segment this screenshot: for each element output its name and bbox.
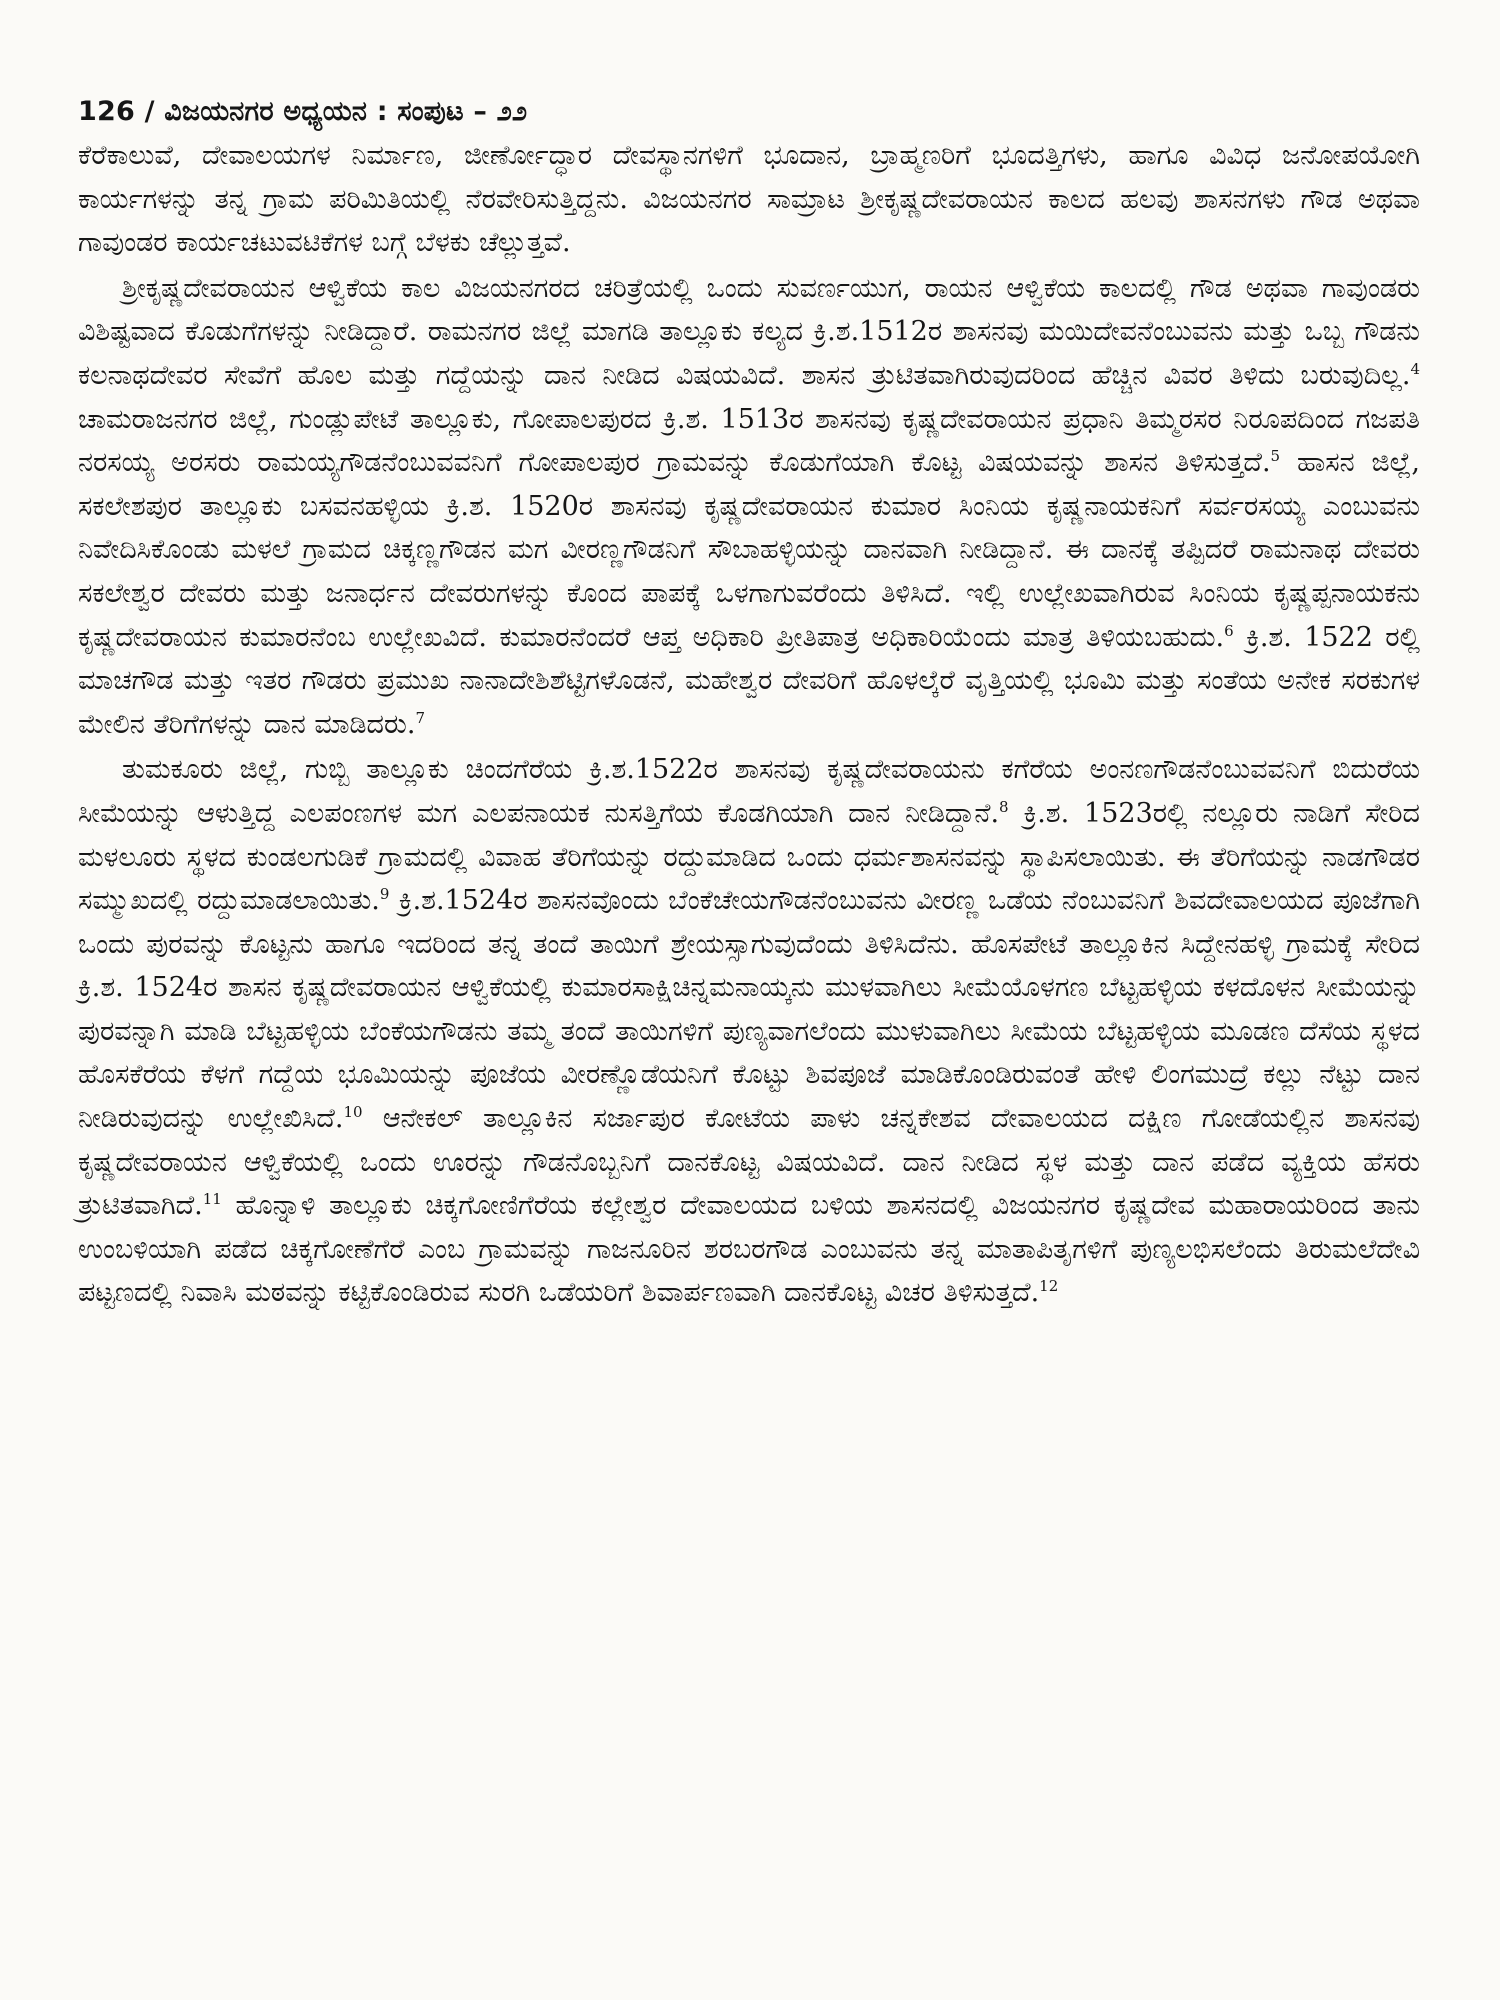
footnote-marker: 4	[1410, 359, 1420, 378]
running-title: ವಿಜಯನಗರ ಅಧ್ಯಯನ : ಸಂಪುಟ – ೨೨	[164, 96, 528, 127]
footnote-marker: 9	[379, 885, 390, 904]
footnote-marker: 10	[343, 1103, 363, 1122]
text-segment: ತುಮಕೂರು ಜಿಲ್ಲೆ, ಗುಬ್ಬಿ ತಾಲ್ಲೂಕು ಚಿಂದಗೆರೆಯ ಕ್ರಿ.ಶ.1522ರ ಶಾಸನವು ಕೃಷ್ಣದೇವರಾಯನು ಕಗೆರೆಯ ಅಂನಣಗೌಡನೆಂಬುವವನಿಗೆ ಬಿದುರೆಯ ಸೀಮೆಯನ್ನು ಆಳುತ್ತಿದ್ದ ಎಲಪಂಣಗಳ ಮಗ ಎಲಪನಾಯಕ ನುಸತ್ತಿಗೆಯ ಕೊಡಗಿಯಾಗಿ ದಾನ ನೀಡಿದ್ದಾನೆ.	[78, 754, 1420, 829]
text-segment: ಹಾಸನ ಜಿಲ್ಲೆ, ಸಕಲೇಶಪುರ ತಾಲ್ಲೂಕು ಬಸವನಹಳ್ಳಿಯ ಕ್ರಿ.ಶ. 1520ರ ಶಾಸನವು ಕೃಷ್ಣದೇವರಾಯನ ಕುಮಾರ ಸಿಂನಿಯ ಕೃಷ್ಣನಾಯಕನಿಗೆ ಸರ್ವರಸಯ್ಯ ಎಂಬುವನು ನಿವೇದಿಸಿಕೊಂಡು ಮಳಲೆ ಗ್ರಾಮದ ಚಿಕ್ಕಣ್ಣಗೌಡನ ಮಗ ವೀರಣ್ಣಗೌಡನಿಗೆ ಸೌಬಾಹಳ್ಳಿಯನ್ನು ದಾನವಾಗಿ ನೀಡಿದ್ದಾನೆ. ಈ ದಾನಕ್ಕೆ ತಪ್ಪಿದರೆ ರಾಮನಾಥ ದೇವರು ಸಕಲೇಶ್ವರ ದೇವರು ಮತ್ತು ಜನಾರ್ಧನ ದೇವರುಗಳನ್ನು ಕೊಂದ ಪಾಪಕ್ಕೆ ಒಳಗಾಗುವರೆಂದು ತಿಳಿಸಿದೆ. ಇಲ್ಲಿ ಉಲ್ಲೇಖವಾಗಿರುವ ಸಿಂನಿಯ ಕೃಷ್ಣಪ್ಪನಾಯಕನು ಕೃಷ್ಣದೇವರಾಯನ ಕುಮಾರನೆಂಬ ಉಲ್ಲೇಖವಿದೆ. ಕುಮಾರನೆಂದರೆ ಆಪ್ತ ಅಧಿಕಾರಿ ಪ್ರೀತಿಪಾತ್ರ ಅಧಿಕಾರಿಯೆಂದು ಮಾತ್ರ ತಿಳಿಯಬಹುದು.	[78, 447, 1420, 653]
paragraph-3	[78, 748, 1420, 1315]
footnote-marker: 8	[999, 797, 1009, 816]
book-page	[78, 92, 1420, 1315]
footnote-marker: 7	[415, 708, 425, 727]
text-segment: ಶ್ರೀಕೃಷ್ಣದೇವರಾಯನ ಆಳ್ವಿಕೆಯ ಕಾಲ ವಿಜಯನಗರದ ಚರಿತ್ರೆಯಲ್ಲಿ ಒಂದು ಸುವರ್ಣಯುಗ, ರಾಯನ ಆಳ್ವಿಕೆಯ ಕಾಲದಲ್ಲಿ ಗೌಡ ಅಥವಾ ಗಾವುಂಡರು ವಿಶಿಷ್ಟವಾದ ಕೊಡುಗೆಗಳನ್ನು ನೀಡಿದ್ದಾರೆ. ರಾಮನಗರ ಜಿಲ್ಲೆ ಮಾಗಡಿ ತಾಲ್ಲೂಕು ಕಲ್ಯದ ಕ್ರಿ.ಶ.1512ರ ಶಾಸನವು ಮಯಿದೇವನೆಂಬುವನು ಮತ್ತು ಒಬ್ಬ ಗೌಡನು ಕಲನಾಥದೇವರ ಸೇವೆಗೆ ಹೊಲ ಮತ್ತು ಗದ್ದೆಯನ್ನು ದಾನ ನೀಡಿದ ವಿಷಯವಿದೆ. ಶಾಸನ ತ್ರುಟಿತವಾಗಿರುವುದರಿಂದ ಹೆಚ್ಚಿನ ವಿವರ ತಿಳಿದು ಬರುವುದಿಲ್ಲ.	[78, 272, 1420, 391]
text-segment: ಕ್ರಿ.ಶ.1524ರ ಶಾಸನವೊಂದು ಬೆಂಕೆಚೇಯಗೌಡನೆಂಬುವನು ವೀರಣ್ಣ ಒಡೆಯ ನೆಂಬುವನಿಗೆ ಶಿವದೇವಾಲಯದ ಪೂಜೆಗಾಗಿ ಒಂದು ಪುರವನ್ನು ಕೊಟ್ಟನು ಹಾಗೂ ಇದರಿಂದ ತನ್ನ ತಂದೆ ತಾಯಿಗೆ ಶ್ರೇಯಸ್ಸಾಗುವುದೆಂದು ತಿಳಿಸಿದೆನು. ಹೊಸಪೇಟೆ ತಾಲ್ಲೂಕಿನ ಸಿದ್ದೇನಹಳ್ಳಿ ಗ್ರಾಮಕ್ಕೆ ಸೇರಿದ ಕ್ರಿ.ಶ. 1524ರ ಶಾಸನ ಕೃಷ್ಣದೇವರಾಯನ ಆಳ್ವಿಕೆಯಲ್ಲಿ ಕುಮಾರಸಾಕ್ಷಿಚಿನ್ನಮನಾಯ್ಕನು ಮುಳವಾಗಿಲು ಸೀಮೆಯೊಳಗಣ ಬೆಟ್ಟಹಳ್ಳಿಯ ಕಳದೊಳನ ಸೀಮೆಯನ್ನು ಪುರವನ್ನಾಗಿ ಮಾಡಿ ಬೆಟ್ಟಹಳ್ಳಿಯ ಬೆಂಕೆಯಗೌಡನು ತಮ್ಮ ತಂದೆ ತಾಯಿಗಳಿಗೆ ಪುಣ್ಯವಾಗಲೆಂದು ಮುಳುವಾಗಿಲು ಸೀಮೆಯ ಬೆಟ್ಟಹಳ್ಳಿಯ ಮೂಡಣ ದೆಸೆಯ ಸ್ಥಳದ ಹೊಸಕೆರೆಯ ಕೆಳಗೆ ಗದ್ದೆಯ ಭೂಮಿಯನ್ನು ಪೂಜೆಯ ವೀರಣ್ಣೊಡೆಯನಿಗೆ ಕೊಟ್ಟು ಶಿವಪೂಜೆ ಮಾಡಿಕೊಂಡಿರುವಂತೆ ಹೇಳಿ ಲಿಂಗಮುದ್ರೆ ಕಲ್ಲು ನೆಟ್ಟು ದಾನ ನೀಡಿರುವುದನ್ನು ಉಲ್ಲೇಖಿಸಿದೆ.	[78, 885, 1420, 1135]
text-segment: ಆನೇಕಲ್ ತಾಲ್ಲೂಕಿನ ಸರ್ಜಾಪುರ ಕೋಟೆಯ ಪಾಳು ಚನ್ನಕೇಶವ ದೇವಾಲಯದ ದಕ್ಷಿಣ ಗೋಡೆಯಲ್ಲಿನ ಶಾಸನವು ಕೃಷ್ಣದೇವರಾಯನ ಆಳ್ವಿಕೆಯಲ್ಲಿ ಒಂದು ಊರನ್ನು ಗೌಡನೊಬ್ಬನಿಗೆ ದಾನಕೊಟ್ಟ ವಿಷಯವಿದೆ. ದಾನ ನೀಡಿದ ಸ್ಥಳ ಮತ್ತು ದಾನ ಪಡೆದ ವ್ಯಕ್ತಿಯ ಹೆಸರು ತ್ರುಟಿತವಾಗಿದೆ.	[78, 1103, 1420, 1222]
footnote-marker: 12	[1039, 1277, 1059, 1296]
paragraph-2	[78, 267, 1420, 747]
text-segment: ಕ್ರಿ.ಶ. 1522 ರಲ್ಲಿ ಮಾಚಗೌಡ ಮತ್ತು ಇತರ ಗೌಡರು ಪ್ರಮುಖ ನಾನಾದೇಶಿಶೆಟ್ಟಿಗಳೊಡನೆ, ಮಹೇಶ್ವರ ದೇವರಿಗೆ ಹೊಳಲ್ಕೆರೆ ವೃತ್ತಿಯಲ್ಲಿ ಭೂಮಿ ಮತ್ತು ಸಂತೆಯ ಅನೇಕ ಸರಕುಗಳ ಮೇಲಿನ ತೆರಿಗೆಗಳನ್ನು ದಾನ ಮಾಡಿದರು.	[78, 621, 1420, 740]
page-number: 126	[78, 96, 135, 127]
text-segment: ಚಾಮರಾಜನಗರ ಜಿಲ್ಲೆ, ಗುಂಡ್ಲುಪೇಟೆ ತಾಲ್ಲೂಕು, ಗೋಪಾಲಪುರದ ಕ್ರಿ.ಶ. 1513ರ ಶಾಸನವು ಕೃಷ್ಣದೇವರಾಯನ ಪ್ರಧಾನಿ ತಿಮ್ಮರಸರ ನಿರೂಪದಿಂದ ಗಜಪತಿ ನರಸಯ್ಯ ಅರಸರು ರಾಮಯ್ಯಗೌಡನೆಂಬುವವನಿಗೆ ಗೋಪಾಲಪುರ ಗ್ರಾಮವನ್ನು ಕೊಡುಗೆಯಾಗಿ ಕೊಟ್ಟ ವಿಷಯವನ್ನು ಶಾಸನ ತಿಳಿಸುತ್ತದೆ.	[78, 403, 1420, 479]
text-segment: ಹೊನ್ನಾಳಿ ತಾಲ್ಲೂಕು ಚಿಕ್ಕಗೋಣಿಗೆರೆಯ ಕಲ್ಲೇಶ್ವರ ದೇವಾಲಯದ ಬಳಿಯ ಶಾಸನದಲ್ಲಿ ವಿಜಯನಗರ ಕೃಷ್ಣದೇವ ಮಹಾರಾಯರಿಂದ ತಾನು ಉಂಬಳಿಯಾಗಿ ಪಡೆದ ಚಿಕ್ಕಗೋಣೆಗೆರೆ ಎಂಬ ಗ್ರಾಮವನ್ನು ಗಾಜನೂರಿನ ಶರಬರಗೌಡ ಎಂಬುವನು ತನ್ನ ಮಾತಾಪಿತೃಗಳಿಗೆ ಪುಣ್ಯಲಭಿಸಲೆಂದು ತಿರುಮಲೆದೇವಿ ಪಟ್ಟಣದಲ್ಲಿ ನಿವಾಸಿ ಮಠವನ್ನು ಕಟ್ಟಿಕೊಂಡಿರುವ ಸುರಗಿ ಒಡೆಯರಿಗೆ ಶಿವಾರ್ಪಣವಾಗಿ ದಾನಕೊಟ್ಟ ವಿಚರ ತಿಳಿಸುತ್ತದೆ.	[78, 1190, 1420, 1309]
text-segment: ಕ್ರಿ.ಶ. 1523ರಲ್ಲಿ ನಲ್ಲೂರು ನಾಡಿಗೆ ಸೇರಿದ ಮಳಲೂರು ಸ್ಥಳದ ಕುಂಡಲಗುಡಿಕೆ ಗ್ರಾಮದಲ್ಲಿ ವಿವಾಹ ತೆರಿಗೆಯನ್ನು ರದ್ದುಮಾಡಿದ ಒಂದು ಧರ್ಮಶಾಸನವನ್ನು ಸ್ಥಾಪಿಸಲಾಯಿತು. ಈ ತೆರಿಗೆಯನ್ನು ನಾಡಗೌಡರ ಸಮ್ಮುಖದಲ್ಲಿ ರದ್ದುಮಾಡಲಾಯಿತು.	[78, 797, 1421, 917]
footnote-marker: 11	[202, 1190, 222, 1209]
text-segment: ಕೆರೆಕಾಲುವೆ, ದೇವಾಲಯಗಳ ನಿರ್ಮಾಣ, ಜೀರ್ಣೋದ್ಧಾರ ದೇವಸ್ಥಾನಗಳಿಗೆ ಭೂದಾನ, ಬ್ರಾಹ್ಮಣರಿಗೆ ಭೂದತ್ತಿಗಳು, ಹಾಗೂ ವಿವಿಧ ಜನೋಪಯೋಗಿ ಕಾರ್ಯಗಳನ್ನು ತನ್ನ ಗ್ರಾಮ ಪರಿಮಿತಿಯಲ್ಲಿ ನೆರವೇರಿಸುತ್ತಿದ್ದನು. ವಿಜಯನಗರ ಸಾಮ್ರಾಟ ಶ್ರೀಕೃಷ್ಣದೇವರಾಯನ ಕಾಲದ ಹಲವು ಶಾಸನಗಳು ಗೌಡ ಅಥವಾ ಗಾವುಂಡರ ಕಾರ್ಯಚಟುವಟಿಕೆಗಳ ಬಗ್ಗೆ ಬೆಳಕು ಚೆಲ್ಲುತ್ತವೆ.	[78, 140, 1420, 259]
running-head	[78, 92, 1420, 132]
header-separator: /	[134, 96, 165, 127]
footnote-marker: 5	[1270, 447, 1281, 466]
footnote-marker: 6	[1224, 621, 1234, 640]
body-text	[78, 134, 1420, 1315]
paragraph-1	[78, 134, 1420, 265]
